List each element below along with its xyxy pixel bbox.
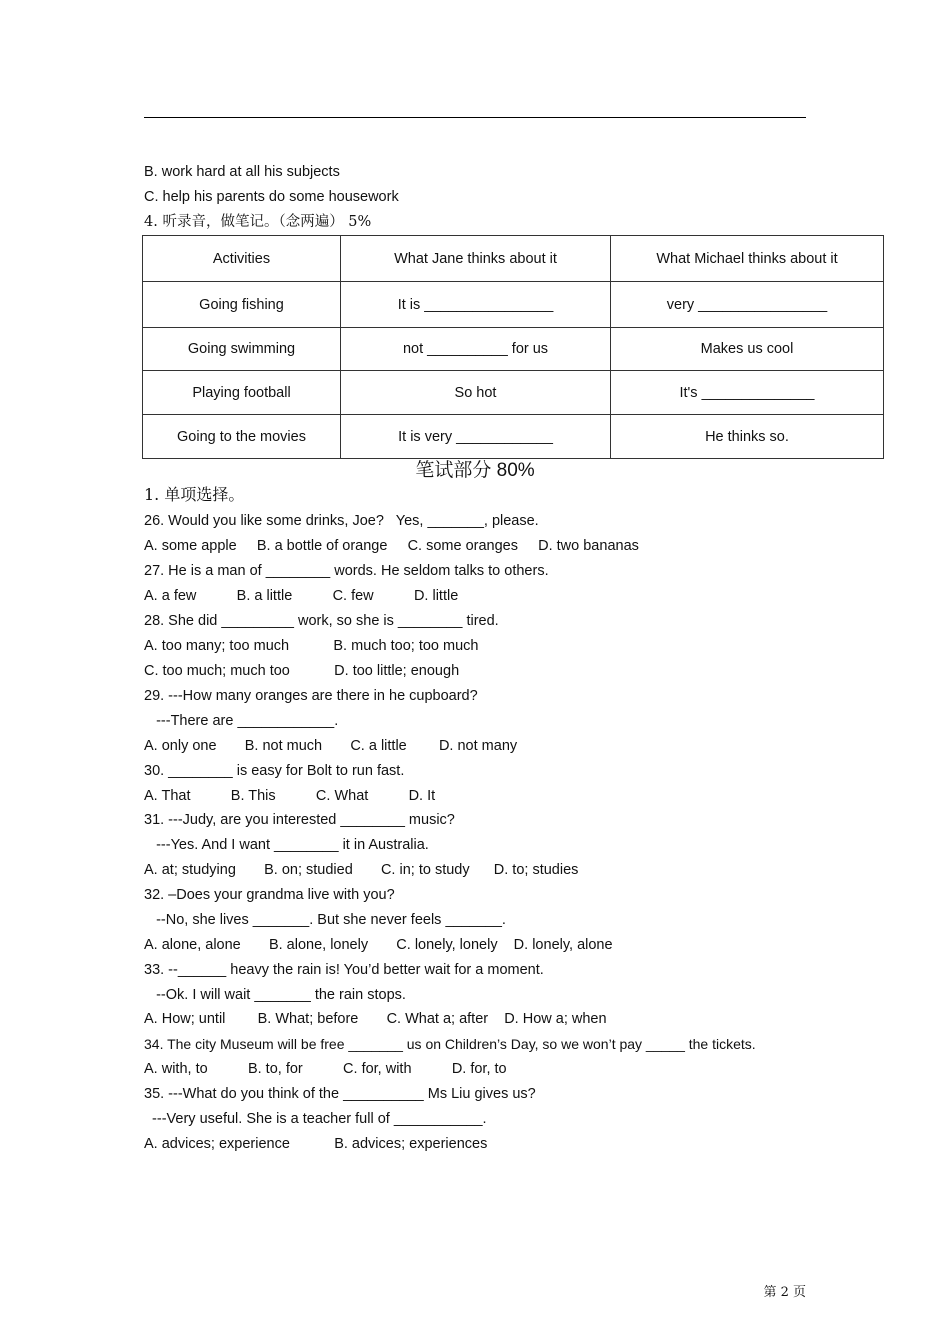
question-line: C. too much; much too D. too little; enough bbox=[144, 663, 460, 679]
question-line: 28. She did _________ work, so she is ________ tired. bbox=[144, 613, 499, 629]
question-line: --No, she lives _______. But she never feels _______. bbox=[144, 912, 506, 928]
question-line: A. some apple B. a bottle of orange C. some oranges D. two bananas bbox=[144, 538, 639, 554]
header-rule bbox=[144, 117, 806, 118]
question-line: 35. ---What do you think of the __________ Ms Liu gives us? bbox=[144, 1086, 536, 1102]
table-header-cell: Activities bbox=[143, 236, 341, 282]
table-row bbox=[143, 328, 884, 371]
question-line: A. only one B. not much C. a little D. not many bbox=[144, 738, 518, 754]
table-row bbox=[143, 371, 884, 415]
notes-table bbox=[142, 235, 884, 459]
table-cell: Going fishing bbox=[143, 282, 341, 328]
question-line: 27. He is a man of ________ words. He seldom talks to others. bbox=[144, 563, 549, 579]
question-line: A. alone, alone B. alone, lonely C. lonely, lonely D. lonely, alone bbox=[144, 937, 613, 953]
question-line: A. with, to B. to, for C. for, with D. for, to bbox=[144, 1061, 507, 1077]
question-line: A. That B. This C. What D. It bbox=[144, 788, 436, 804]
question-line: A. a few B. a little C. few D. little bbox=[144, 588, 459, 604]
question-line: A. at; studying B. on; studied C. in; to study D. to; studies bbox=[144, 862, 579, 878]
table-cell: not __________ for us bbox=[341, 328, 611, 371]
section-title: 笔试部分 80% bbox=[415, 460, 535, 481]
table-row bbox=[143, 282, 884, 328]
question-line: 26. Would you like some drinks, Joe? Yes, _______, please. bbox=[144, 513, 539, 529]
option-line: B. work hard at all his subjects bbox=[144, 164, 340, 180]
table-header-cell: What Jane thinks about it bbox=[341, 236, 611, 282]
table-cell: Makes us cool bbox=[611, 328, 884, 371]
table-cell: Playing football bbox=[143, 371, 341, 415]
table-cell: Going to the movies bbox=[143, 415, 341, 459]
table-header-cell: What Michael thinks about it bbox=[611, 236, 884, 282]
question-line: 33. --______ heavy the rain is! You’d better wait for a moment. bbox=[144, 962, 544, 978]
option-line: C. help his parents do some housework bbox=[144, 189, 399, 205]
question-line: 31. ---Judy, are you interested ________ music? bbox=[144, 812, 455, 828]
table-row bbox=[143, 415, 884, 459]
question-line: 29. ---How many oranges are there in he cupboard? bbox=[144, 688, 478, 704]
table-cell: very ________________ bbox=[611, 282, 884, 328]
question-line: 32. –Does your grandma live with you? bbox=[144, 887, 395, 903]
table-cell: He thinks so. bbox=[611, 415, 884, 459]
table-cell: So hot bbox=[341, 371, 611, 415]
table-cell: It is very ____________ bbox=[341, 415, 611, 459]
question-line: 34. The city Museum will be free _______ us on Children’s Day, so we won’t pay _____ the tickets. bbox=[144, 1036, 756, 1052]
question-line: --Ok. I will wait _______ the rain stops. bbox=[144, 987, 406, 1003]
table-cell: Going swimming bbox=[143, 328, 341, 371]
question-line: A. advices; experience B. advices; experiences bbox=[144, 1136, 488, 1152]
table-cell: It's ______________ bbox=[611, 371, 884, 415]
question-line: ---Very useful. She is a teacher full of ___________. bbox=[144, 1111, 487, 1127]
question-line: ---There are ____________. bbox=[144, 713, 339, 729]
question-line: A. too many; too much B. much too; too much bbox=[144, 638, 479, 654]
question-line: ---Yes. And I want ________ it in Australia. bbox=[144, 837, 429, 853]
page-number: 第 2 页 bbox=[763, 1285, 806, 1300]
table-header-row bbox=[143, 236, 884, 282]
listening-task-heading: 4. 听录音，做笔记。（念两遍） 5% bbox=[144, 214, 372, 230]
question-line: A. How; until B. What; before C. What a; after D. How a; when bbox=[144, 1011, 607, 1027]
table-cell: It is ________________ bbox=[341, 282, 611, 328]
subsection-heading: 1. 单项选择。 bbox=[144, 485, 245, 504]
question-line: 30. ________ is easy for Bolt to run fast. bbox=[144, 763, 405, 779]
